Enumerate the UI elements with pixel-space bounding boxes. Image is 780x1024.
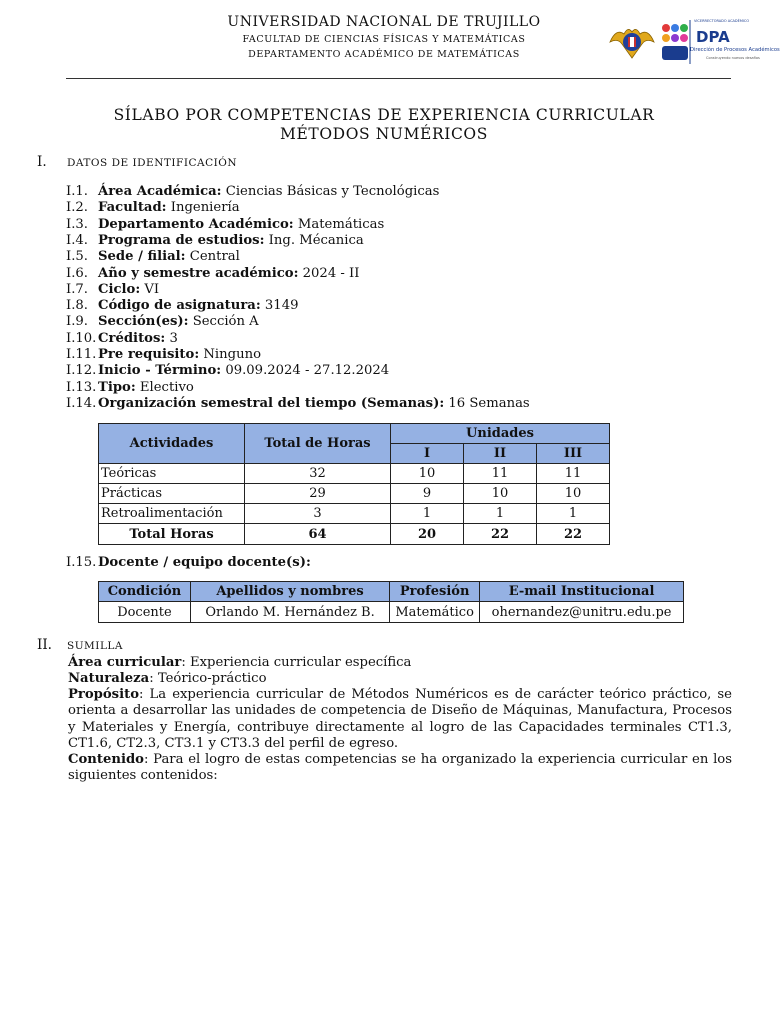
dpa-logo <box>660 18 780 64</box>
name-header: Apellidos y nombres <box>190 582 389 602</box>
unit-cell: 1 <box>464 504 537 524</box>
item-label: Año y semestre académico: <box>98 265 299 281</box>
item-number: I.2. <box>66 200 88 216</box>
units-header: Unidades <box>391 424 610 444</box>
unit-cell: 20 <box>391 524 464 545</box>
item-number: I.14. <box>66 395 97 411</box>
item-label: Facultad: <box>98 200 167 216</box>
name-cell: Orlando M. Hernández B. <box>190 602 389 623</box>
item-number: I.11. <box>66 347 97 362</box>
identification-item <box>66 233 364 248</box>
item-value: Ingeniería <box>166 200 240 216</box>
total-hours-header: Total de Horas <box>245 424 391 464</box>
item-value: Ciencias Básicas y Tecnológicas <box>221 184 440 199</box>
item-value: Electivo <box>135 379 194 395</box>
section-heading <box>37 637 123 653</box>
condition-header: Condición <box>99 582 191 602</box>
identification-item <box>66 363 389 378</box>
item-number: I.4. <box>66 232 88 248</box>
dpa-top-text: VICERRECTORADO ACADÉMICO <box>694 19 750 23</box>
table-row <box>99 484 610 504</box>
section-number: II. <box>37 637 52 653</box>
item-label: Docente / equipo docente(s): <box>98 555 311 570</box>
unit-cell: 11 <box>464 464 537 484</box>
nature-value: : Teórico-práctico <box>149 671 267 686</box>
identification-item <box>66 298 298 313</box>
item-value: Matemáticas <box>293 216 385 232</box>
item-label: Área Académica: <box>98 184 222 199</box>
course-title: MÉTODOS NUMÉRICOS <box>280 125 488 143</box>
total-label-cell: Total Horas <box>99 524 245 545</box>
item-label: Pre requisito: <box>98 347 200 362</box>
table-row <box>99 504 610 524</box>
item-label: Inicio - Término: <box>98 363 222 379</box>
item-value: 16 Semanas <box>444 395 530 411</box>
faculty-name: FACULTAD DE CIENCIAS FÍSICAS Y MATEMÁTICAS <box>242 34 526 45</box>
section-name: SUMILLA <box>67 640 123 652</box>
identification-item <box>66 314 259 329</box>
unit-cell: 9 <box>391 484 464 504</box>
unit-cell: 10 <box>391 464 464 484</box>
item-number: I.3. <box>66 216 88 232</box>
profession-cell: Matemático <box>390 602 480 623</box>
email-cell: ohernandez@unitru.edu.pe <box>480 602 684 623</box>
content-paragraph <box>68 752 732 785</box>
total-cell: 32 <box>245 464 391 484</box>
item-value: 3149 <box>260 298 299 314</box>
table-row <box>99 464 610 484</box>
unit-cell: 11 <box>537 464 610 484</box>
item-number: I.12. <box>66 363 97 379</box>
content-value: : Para el logro de estas competencias se ha organizado la experiencia curricular en los siguientes contenidos: <box>68 752 732 784</box>
activity-cell: Retroalimentación <box>99 504 245 524</box>
section-number: I. <box>37 154 47 170</box>
identification-item <box>66 380 194 395</box>
item-value: 2024 - II <box>298 265 360 281</box>
area-label: Área curricular <box>68 655 182 670</box>
item-label: Departamento Académico: <box>98 216 294 232</box>
activity-cell: Prácticas <box>99 484 245 504</box>
item-value: Central <box>185 249 240 265</box>
item-label: Créditos: <box>98 330 166 346</box>
profession-header: Profesión <box>390 582 480 602</box>
unit-cell: 22 <box>537 524 610 545</box>
nature <box>68 671 732 687</box>
dpa-footer: Construyendo nuevos desafíos <box>706 56 760 60</box>
header-logos <box>608 18 780 64</box>
item-value: Ninguno <box>199 347 262 362</box>
condition-cell: Docente <box>99 602 191 623</box>
item-number: I.15. <box>66 555 97 570</box>
dpa-subtitle: Dirección de Procesos Académicos <box>690 47 780 53</box>
item-value: VI <box>140 281 160 297</box>
unit-cell: 10 <box>464 484 537 504</box>
item-value: Ing. Mécanica <box>264 232 364 248</box>
identification-item <box>66 217 384 232</box>
identification-item <box>66 347 261 362</box>
section-name: DATOS DE IDENTIFICACIÓN <box>67 157 238 169</box>
unit-header: II <box>464 444 537 464</box>
item-number: I.6. <box>66 265 88 281</box>
email-header: E-mail Institucional <box>480 582 684 602</box>
item-value: 3 <box>165 330 178 346</box>
identification-item <box>66 249 240 264</box>
item-number: I.7. <box>66 281 88 297</box>
identification-item <box>66 331 178 346</box>
unit-cell: 1 <box>391 504 464 524</box>
area-value: : Experiencia curricular específica <box>181 655 412 670</box>
unit-header: I <box>391 444 464 464</box>
total-cell: 3 <box>245 504 391 524</box>
document-title: SÍLABO POR COMPETENCIAS DE EXPERIENCIA CURRICULAR <box>113 106 655 124</box>
item-number: I.9. <box>66 314 88 330</box>
item-label: Código de asignatura: <box>98 298 261 314</box>
item-value: 09.09.2024 - 27.12.2024 <box>221 363 390 379</box>
item-label: Tipo: <box>98 379 136 395</box>
identification-item <box>66 184 439 199</box>
section-heading <box>37 154 237 170</box>
identification-item <box>66 555 311 570</box>
unit-header: III <box>537 444 610 464</box>
purpose-paragraph <box>68 687 732 752</box>
header-divider <box>66 78 731 79</box>
department-name: DEPARTAMENTO ACADÉMICO DE MATEMÁTICAS <box>248 49 520 60</box>
teacher-table <box>98 581 684 623</box>
table-row <box>99 602 684 623</box>
purpose-label: Propósito <box>68 687 139 702</box>
total-cell: 64 <box>245 524 391 545</box>
item-label: Organización semestral del tiempo (Semanas): <box>98 395 445 411</box>
identification-item <box>66 266 359 281</box>
identification-item <box>66 282 159 297</box>
item-label: Sección(es): <box>98 314 189 330</box>
dpa-title: DPA <box>696 28 730 46</box>
item-value: Sección A <box>188 314 259 330</box>
total-row <box>99 524 610 545</box>
unit-cell: 10 <box>537 484 610 504</box>
identification-item <box>66 396 530 411</box>
item-number: I.10. <box>66 330 97 346</box>
unit-cell: 22 <box>464 524 537 545</box>
activities-header: Actividades <box>99 424 245 464</box>
purpose-value: : La experiencia curricular de Métodos Numéricos es de carácter teórico práctico, se orienta a desarrollar las unidades de competencia de Diseño de Máquinas, Manufactura, Procesos y Materiales y Energía, contribuye directamente al logro de las Capacidades terminales CT1.3, CT1.6, CT2.3, CT3.1 y CT3.3 del perfil de egreso. <box>68 687 732 751</box>
item-label: Sede / filial: <box>98 249 186 265</box>
university-name: UNIVERSIDAD NACIONAL DE TRUJILLO <box>227 14 541 30</box>
university-seal-logo <box>608 22 656 60</box>
item-number: I.13. <box>66 379 97 395</box>
item-number: I.1. <box>66 184 88 199</box>
hours-table <box>98 423 610 545</box>
curricular-area <box>68 655 732 671</box>
identification-item <box>66 200 240 215</box>
item-label: Programa de estudios: <box>98 232 265 248</box>
activity-cell: Teóricas <box>99 464 245 484</box>
unit-cell: 1 <box>537 504 610 524</box>
item-number: I.8. <box>66 298 88 314</box>
total-cell: 29 <box>245 484 391 504</box>
item-number: I.5. <box>66 249 88 265</box>
item-label: Ciclo: <box>98 281 141 297</box>
content-label: Contenido <box>68 752 144 767</box>
nature-label: Naturaleza <box>68 671 150 686</box>
